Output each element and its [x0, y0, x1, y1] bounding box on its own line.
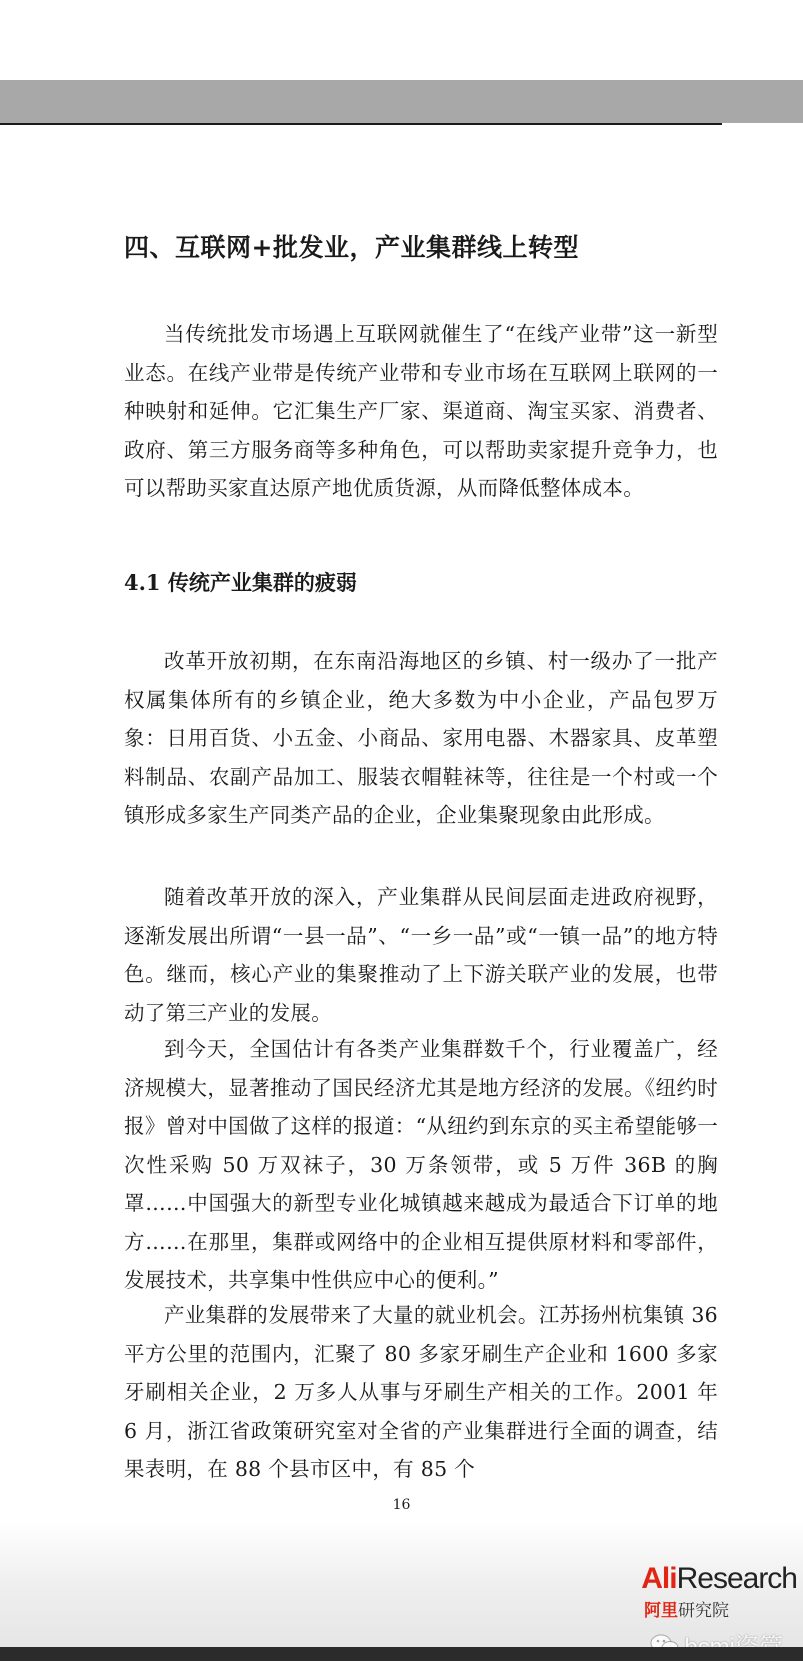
header-bar	[0, 80, 803, 123]
aliresearch-logo-cn	[644, 1596, 729, 1621]
footer-bottom-bar	[0, 1647, 803, 1661]
paragraph-nyt-report: 到今天，全国估计有各类产业集群数千个，行业覆盖广，经济规模大，显著推动了国民经济尤其是地方经济的发展。《纽约时报》曾对中国做了这样的报道：“从纽约到东京的买主希望能够一次性采购 50 万双袜子，30 万条领带，或 5 万件 36B 的胸罩……中国强大的新型专业化城镇越来越成为最适合下订单的地方……在那里，集群或网络中的企业相互提供原材料和零部件，发展技术，共享集中性供应中心的便利。”	[124, 1037, 718, 1292]
subsection-title: 4.1 传统产业集群的疲弱	[124, 570, 357, 595]
page-number: 16	[392, 1497, 411, 1513]
logo-research-text: Research	[676, 1562, 797, 1595]
logo-cn-institute-text: 研究院	[678, 1601, 729, 1620]
aliresearch-logo	[641, 1562, 797, 1596]
logo-cn-ali-text: 阿里	[644, 1601, 678, 1620]
paragraph-local-features: 随着改革开放的深入，产业集群从民间层面走进政府视野，逐渐发展出所谓“一县一品”、“一乡一品”或“一镇一品”的地方特色。继而，核心产业的集聚推动了上下游关联产业的发展，也带动了第三产业的发展。	[124, 885, 718, 1025]
section-title: 四、互联网+批发业，产业集群线上转型	[124, 233, 579, 262]
header-divider	[0, 123, 722, 125]
paragraph-reform-origins: 改革开放初期，在东南沿海地区的乡镇、村一级办了一批产权属集体所有的乡镇企业，绝大多数为中小企业，产品包罗万象：日用百货、小五金、小商品、家用电器、木器家具、皮革塑料制品、农副产品加工、服装衣帽鞋袜等，往往是一个村或一个镇形成多家生产同类产品的企业，企业集聚现象由此形成。	[124, 649, 718, 827]
logo-ali-text: Ali	[641, 1562, 677, 1595]
paragraph-online-industry-belt: 当传统批发市场遇上互联网就催生了“在线产业带”这一新型业态。在线产业带是传统产业带和专业市场在互联网上联网的一种映射和延伸。它汇集生产厂家、渠道商、淘宝买家、消费者、政府、第三方服务商等多种角色，可以帮助卖家提升竞争力，也可以帮助买家直达原产地优质货源，从而降低整体成本。	[124, 322, 718, 500]
paragraph-employment: 产业集群的发展带来了大量的就业机会。江苏扬州杭集镇 36 平方公里的范围内，汇聚了 80 多家牙刷生产企业和 1600 多家牙刷相关企业，2 万多人从事与牙刷生产相关的工作。2001 年 6 月，浙江省政策研究室对全省的产业集群进行全面的调查，结果表明，在 88 个县市区中，有 85 个	[124, 1303, 718, 1481]
